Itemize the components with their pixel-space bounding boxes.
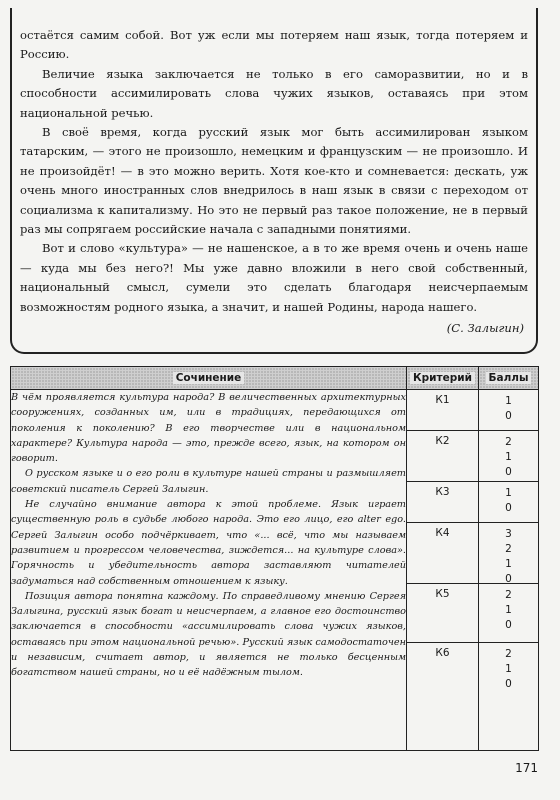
points-k2 (479, 431, 538, 482)
page-number: 171 (515, 761, 538, 775)
criterion-k3: К3 (407, 482, 478, 523)
score-value: 0 (505, 466, 512, 478)
table-row (11, 390, 539, 751)
score-value: 2 (505, 436, 512, 448)
criteria-column (407, 390, 479, 751)
passage-paragraph: Вот и слово «культура» — не нашенское, а в то же время очень и очень наше — куда мы без него?! Мы уже давно вложили в него свой собственный, национальный смысл, сумели это сделать благодаря неисчерпаемым возможностям родного языка, а значит, и нашей Родины, народа нашего. (20, 241, 528, 314)
passage-paragraph: остаётся самим собой. Вот уж если мы потеряем наш язык, тогда потеряем и Россию. (20, 28, 528, 62)
header-criterion: Критерий (407, 367, 479, 390)
points-k3 (479, 482, 538, 523)
passage-paragraph: Величие языка заключается не только в его саморазвитии, но и в способности ассимилировать слова чужих языков, оставаясь при этом национальной речью. (20, 66, 528, 120)
score-value: 1 (505, 604, 512, 616)
criterion-k4: К4 (407, 523, 478, 584)
passage-paragraph: В своё время, когда русский язык мог быть ассимилирован языком татарским, — этого не произошло, немецким и французским — не произошло. И не произойдёт! — в это можно верить. Хотя кое-кто и сомневается: дескать, уж очень много иностранных слов внедрилось в наш язык в связи с переходом от социализма к капитализму. Но это не первый раз такое положение, не в первый раз мы сопрягаем российские начала с западными понятиями. (20, 125, 528, 237)
score-value: 3 (505, 528, 512, 540)
score-value: 1 (505, 663, 512, 675)
score-value: 2 (505, 543, 512, 555)
assessment-table (10, 366, 539, 751)
points-k1 (479, 390, 538, 431)
header-essay: Сочинение (11, 367, 407, 390)
essay-paragraph: В чём проявляется культура народа? В величественных архитектурных сооружениях, созданных им, или в традициях, передающихся от поколения к поколению? В его творчестве или в национальном характере? Культура народа — это, прежде всего, язык, на котором он говорит. (11, 392, 406, 465)
criterion-k1: К1 (407, 390, 478, 431)
score-value: 1 (505, 451, 512, 463)
score-value: 0 (505, 619, 512, 631)
points-k6 (479, 643, 538, 701)
source-text-box (10, 8, 538, 354)
essay-paragraph: Не случайно внимание автора к этой проблеме. Язык играет существенную роль в судьбе любого народа. Это его лицо, его alter ego. Сергей Залыгин особо подчёркивает, что «... всё, что мы называем развитием и прогрессом человечества, зиждется... на культуре слова». Горячность и убедительность автора заставляют читателей задуматься над собственным отношением к языку. (11, 499, 406, 587)
score-value: 2 (505, 589, 512, 601)
score-value: 1 (505, 558, 512, 570)
score-value: 1 (505, 395, 512, 407)
score-value: 2 (505, 648, 512, 660)
criterion-k5: К5 (407, 584, 478, 643)
score-value: 0 (505, 678, 512, 690)
score-value: 1 (505, 487, 512, 499)
essay-paragraph: Позиция автора понятна каждому. По справедливому мнению Сергея Залыгина, русский язык богат и неисчерпаем, а главное его достоинство заключается в способности «ассимилировать слова чужих языков, оставаясь при этом национальной речью». Русский язык самодостаточен и независим, считает автор, и является не только бесценным богатством нашей страны, но и её надёжным тылом. (11, 590, 406, 679)
header-points: Баллы (479, 367, 539, 390)
table-header-row (11, 367, 539, 390)
score-value: 0 (505, 573, 512, 585)
essay-cell (11, 390, 407, 751)
score-value: 0 (505, 502, 512, 514)
criterion-k2: К2 (407, 431, 478, 482)
points-k5 (479, 584, 538, 643)
score-value: 0 (505, 410, 512, 422)
passage-author: (С. Залыгин) (446, 321, 524, 336)
criterion-k6: К6 (435, 647, 450, 659)
points-k4 (479, 523, 538, 584)
points-column (479, 390, 539, 751)
essay-paragraph: О русском языке и о его роли в культуре нашей страны и размышляет советский писатель Сергей Залыгин. (11, 468, 406, 495)
